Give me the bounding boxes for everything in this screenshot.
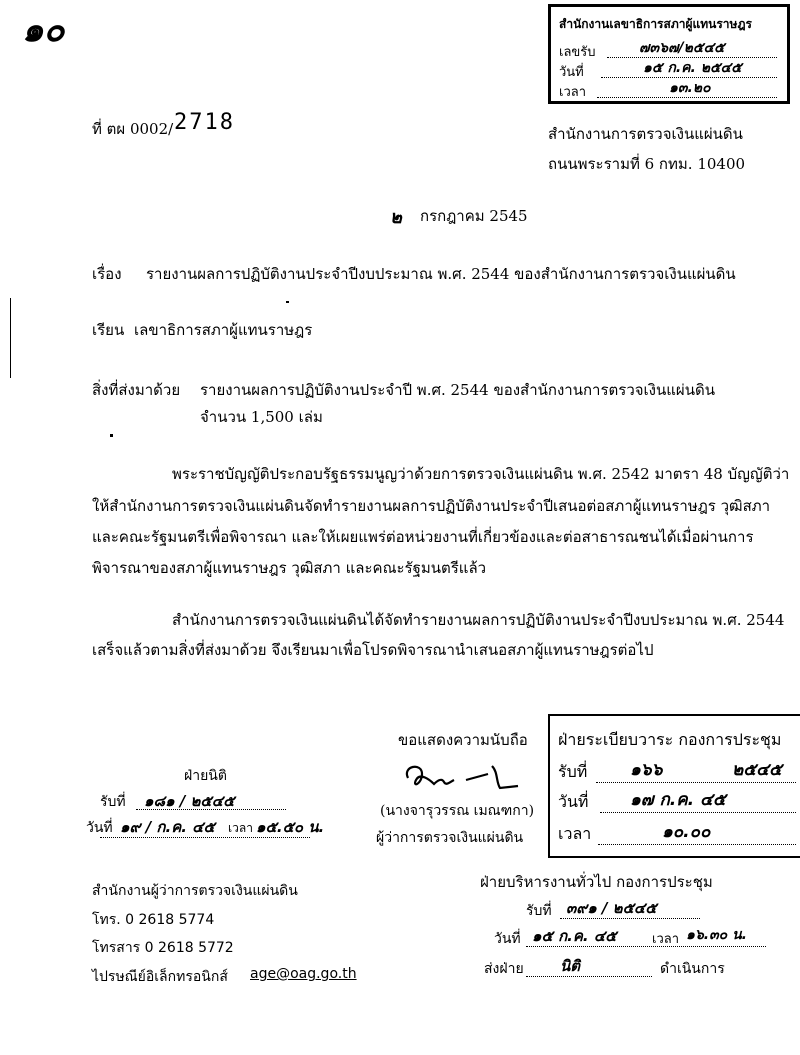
registry-stamp-no-value: ๑๖๖: [630, 760, 663, 780]
reference-number: 2718: [174, 110, 235, 135]
general-stamp-date-label: วันที่: [494, 931, 521, 947]
general-stamp-time-value: ๑๖.๓๐ น.: [686, 927, 747, 943]
body-p1-line3: และคณะรัฐมนตรีเพื่อพิจารณา และให้เผยแพร่ต่อหน่วยงานที่เกี่ยวข้องและต่อสาธารณชนได้เมื่อผ่านการ: [92, 528, 754, 546]
sender-office: สำนักงานการตรวจเงินแผ่นดิน: [548, 125, 743, 143]
enclosure-quantity: จำนวน 1,500 เล่ม: [200, 408, 323, 426]
general-stamp-send-label: ส่งฝ่าย: [484, 961, 524, 977]
subject-label: เรื่อง: [92, 265, 122, 283]
receipt-stamp-date-label: วันที่: [559, 65, 584, 80]
page-number: ๑๐: [22, 10, 65, 50]
registry-stamp-time-value: ๑๐.๐๐: [662, 822, 711, 842]
legal-stamp-no-label: รับที่: [100, 794, 126, 810]
legal-stamp-date-label: วันที่: [86, 820, 113, 836]
footer-email-link[interactable]: age@oag.go.th: [250, 966, 357, 982]
signer-position: ผู้ว่าการตรวจเงินแผ่นดิน: [376, 830, 524, 846]
general-stamp-action-label: ดำเนินการ: [660, 961, 725, 977]
general-stamp-title: ฝ่ายบริหารงานทั่วไป กองการประชุม: [480, 873, 713, 891]
signature: [400, 758, 530, 798]
general-stamp: [480, 870, 790, 990]
legal-stamp-date-value: ๑๙ / ก.ค. ๔๕: [120, 818, 215, 836]
body-p2-line1: สำนักงานการตรวจเงินแผ่นดินได้จัดทำรายงานผลการปฏิบัติงานประจำปีงบประมาณ พ.ศ. 2544: [172, 611, 785, 629]
receipt-stamp-time-label: เวลา: [559, 85, 587, 100]
body-p1-line2: ให้สำนักงานการตรวจเงินแผ่นดินจัดทำรายงานผลการปฏิบัติงานประจำปีเสนอต่อสภาผู้แทนราษฎร วุฒิสภา: [92, 497, 771, 515]
receipt-stamp: [548, 4, 790, 104]
enclosure-label: สิ่งที่ส่งมาด้วย: [92, 381, 181, 399]
footer-tel: โทร. 0 2618 5774: [92, 912, 215, 928]
receipt-stamp-no-value: ๗๓๖๗/๒๕๔๕: [639, 40, 725, 56]
registry-stamp-date-value: ๑๗ ก.ค. ๔๕: [630, 790, 726, 810]
sender-address: ถนนพระรามที่ 6 กทม. 10400: [548, 155, 746, 173]
receipt-stamp-no-label: เลขรับ: [559, 45, 596, 60]
closing: ขอแสดงความนับถือ: [398, 731, 528, 749]
legal-stamp-title: ฝ่ายนิติ: [184, 768, 227, 784]
legal-stamp: [86, 765, 330, 855]
body-p1-line1: พระราชบัญญัติประกอบรัฐธรรมนูญว่าด้วยการตรวจเงินแผ่นดิน พ.ศ. 2542 มาตรา 48 บัญญัติว่า: [172, 465, 790, 483]
general-stamp-no-value: ๓๙๑ / ๒๕๔๕: [566, 899, 657, 917]
to-label: เรียน: [92, 321, 125, 339]
registry-stamp: [548, 714, 800, 858]
registry-stamp-title: ฝ่ายระเบียบวาระ กองการประชุม: [558, 730, 782, 749]
legal-stamp-time-label: เวลา: [228, 821, 253, 835]
scan-artifact-edge-line: [10, 298, 11, 378]
footer-fax: โทรสาร 0 2618 5772: [92, 940, 234, 956]
reference-label: ที่ ตผ 0002/: [92, 120, 174, 138]
footer-office: สำนักงานผู้ว่าการตรวจเงินแผ่นดิน: [92, 883, 298, 899]
legal-stamp-no-value: ๑๘๑ / ๒๕๔๕: [144, 792, 235, 810]
receipt-stamp-time-value: ๑๓.๒๐: [669, 80, 711, 96]
registry-stamp-year-value: ๒๕๔๕: [732, 760, 782, 780]
registry-stamp-date-label: วันที่: [558, 792, 589, 811]
receipt-stamp-title: สำนักงานเลขาธิการสภาผู้แทนราษฎร: [559, 17, 752, 31]
general-stamp-time-label: เวลา: [652, 932, 680, 947]
enclosure-text: รายงานผลการปฏิบัติงานประจำปี พ.ศ. 2544 ของสำนักงานการตรวจเงินแผ่นดิน: [200, 381, 715, 399]
scan-artifact-dot: [110, 434, 113, 437]
general-stamp-date-value: ๑๕ ก.ค. ๔๕: [532, 927, 617, 945]
registry-stamp-no-label: รับที่: [558, 762, 588, 781]
signer-name: (นางจารุวรรณ เมณฑกา): [380, 803, 535, 819]
to-text: เลขาธิการสภาผู้แทนราษฎร: [134, 321, 313, 339]
general-stamp-no-label: รับที่: [526, 903, 552, 919]
legal-stamp-time-value: ๑๕.๕๐ น.: [256, 818, 325, 836]
subject-text: รายงานผลการปฏิบัติงานประจำปีงบประมาณ พ.ศ. 2544 ของสำนักงานการตรวจเงินแผ่นดิน: [146, 265, 736, 283]
footer-email-label: ไปรษณีย์อิเล็กทรอนิกส์: [92, 969, 228, 985]
date-month-year: กรกฎาคม 2545: [420, 207, 528, 225]
body-p2-line2: เสร็จแล้วตามสิ่งที่ส่งมาด้วย จึงเรียนมาเพื่อโปรดพิจารณานำเสนอสภาผู้แทนราษฎรต่อไป: [92, 641, 654, 659]
body-p1-line4: พิจารณาของสภาผู้แทนราษฎร วุฒิสภา และคณะรัฐมนตรีแล้ว: [92, 559, 487, 577]
general-stamp-send-value: นิติ: [560, 957, 580, 975]
date-day: ๒: [390, 207, 402, 228]
scan-artifact-dot: [286, 301, 289, 303]
receipt-stamp-date-value: ๑๕ ก.ค. ๒๕๔๕: [643, 60, 742, 76]
registry-stamp-time-label: เวลา: [558, 824, 592, 843]
